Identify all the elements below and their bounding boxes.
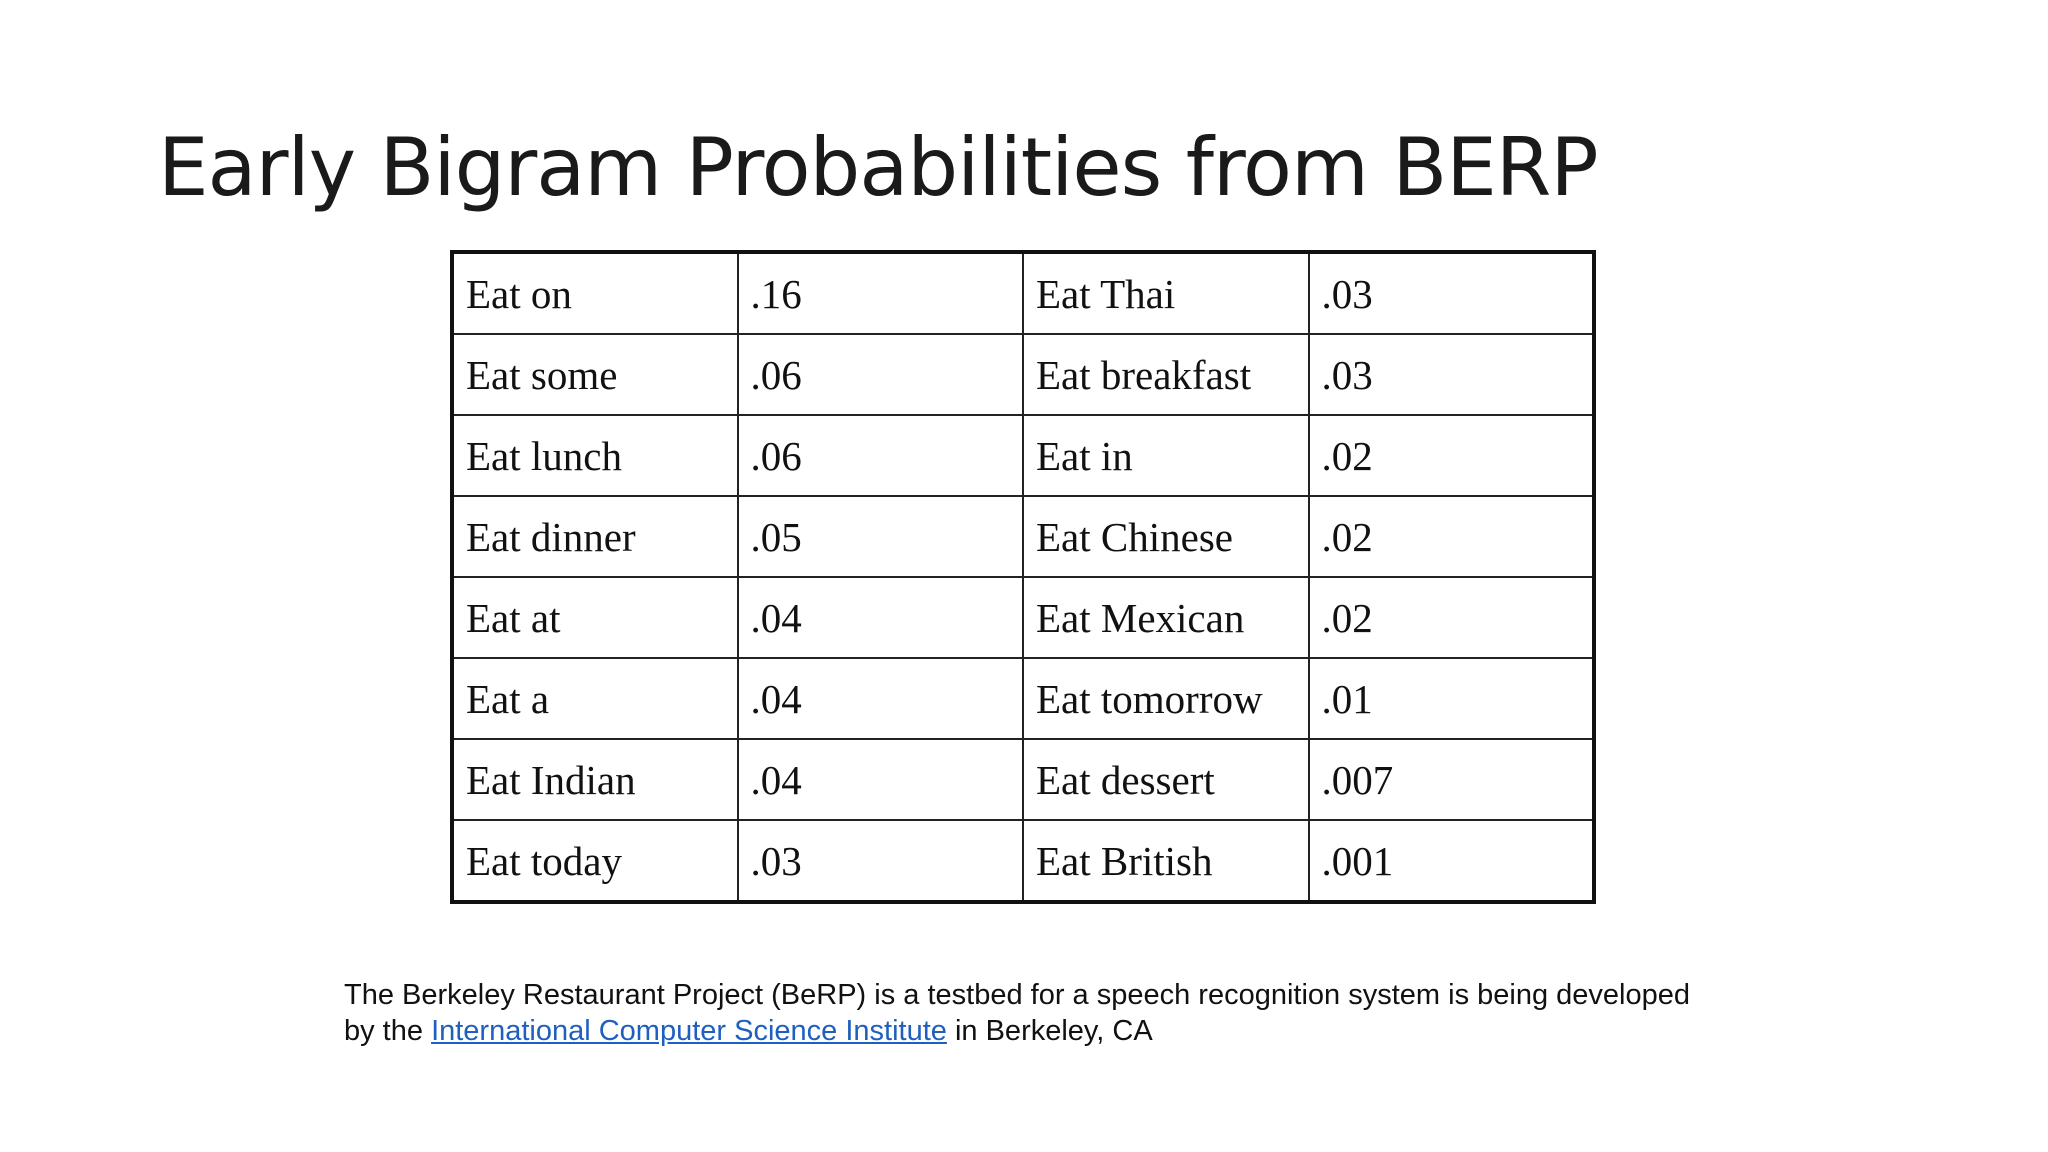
table-row <box>452 820 1594 902</box>
probability-cell: .16 <box>738 252 1024 334</box>
probability-cell: .03 <box>738 820 1024 902</box>
bigram-cell: Eat Indian <box>452 739 738 820</box>
bigram-cell: Eat today <box>452 820 738 902</box>
probability-cell: .06 <box>738 415 1024 496</box>
bigram-cell: Eat at <box>452 577 738 658</box>
probability-cell: .05 <box>738 496 1024 577</box>
table-row <box>452 496 1594 577</box>
bigram-cell: Eat on <box>452 252 738 334</box>
table-row <box>452 415 1594 496</box>
caption-line-2-suffix: in Berkeley, CA <box>946 1015 1153 1047</box>
bigram-cell: Eat Chinese <box>1023 496 1309 577</box>
table-row <box>452 334 1594 415</box>
bigram-cell: Eat British <box>1023 820 1309 902</box>
bigram-cell: Eat Thai <box>1023 252 1309 334</box>
bigram-cell: Eat Mexican <box>1023 577 1309 658</box>
probability-cell: .007 <box>1309 739 1595 820</box>
probability-cell: .03 <box>1309 334 1595 415</box>
caption-line-1: The Berkeley Restaurant Project (BeRP) is a testbed for a speech recognition system is being developed <box>344 979 1690 1011</box>
icsi-link[interactable]: International Computer Science Institute <box>431 1015 947 1047</box>
table-row <box>452 577 1594 658</box>
probability-cell: .01 <box>1309 658 1595 739</box>
probability-cell: .02 <box>1309 577 1595 658</box>
slide-title: Early Bigram Probabilities from BERP <box>158 121 1598 214</box>
slide-caption <box>344 977 1744 1049</box>
bigram-cell: Eat in <box>1023 415 1309 496</box>
bigram-table-body <box>452 252 1594 902</box>
probability-cell: .04 <box>738 658 1024 739</box>
bigram-probability-table <box>450 250 1596 904</box>
table-row <box>452 739 1594 820</box>
bigram-cell: Eat some <box>452 334 738 415</box>
caption-line-2-prefix: by the <box>344 1015 432 1047</box>
probability-cell: .02 <box>1309 496 1595 577</box>
probability-cell: .04 <box>738 739 1024 820</box>
probability-cell: .04 <box>738 577 1024 658</box>
bigram-cell: Eat dinner <box>452 496 738 577</box>
table-row <box>452 658 1594 739</box>
bigram-cell: Eat a <box>452 658 738 739</box>
probability-cell: .03 <box>1309 252 1595 334</box>
bigram-cell: Eat dessert <box>1023 739 1309 820</box>
probability-cell: .02 <box>1309 415 1595 496</box>
bigram-cell: Eat lunch <box>452 415 738 496</box>
bigram-cell: Eat tomorrow <box>1023 658 1309 739</box>
bigram-cell: Eat breakfast <box>1023 334 1309 415</box>
table-row <box>452 252 1594 334</box>
probability-cell: .001 <box>1309 820 1595 902</box>
probability-cell: .06 <box>738 334 1024 415</box>
